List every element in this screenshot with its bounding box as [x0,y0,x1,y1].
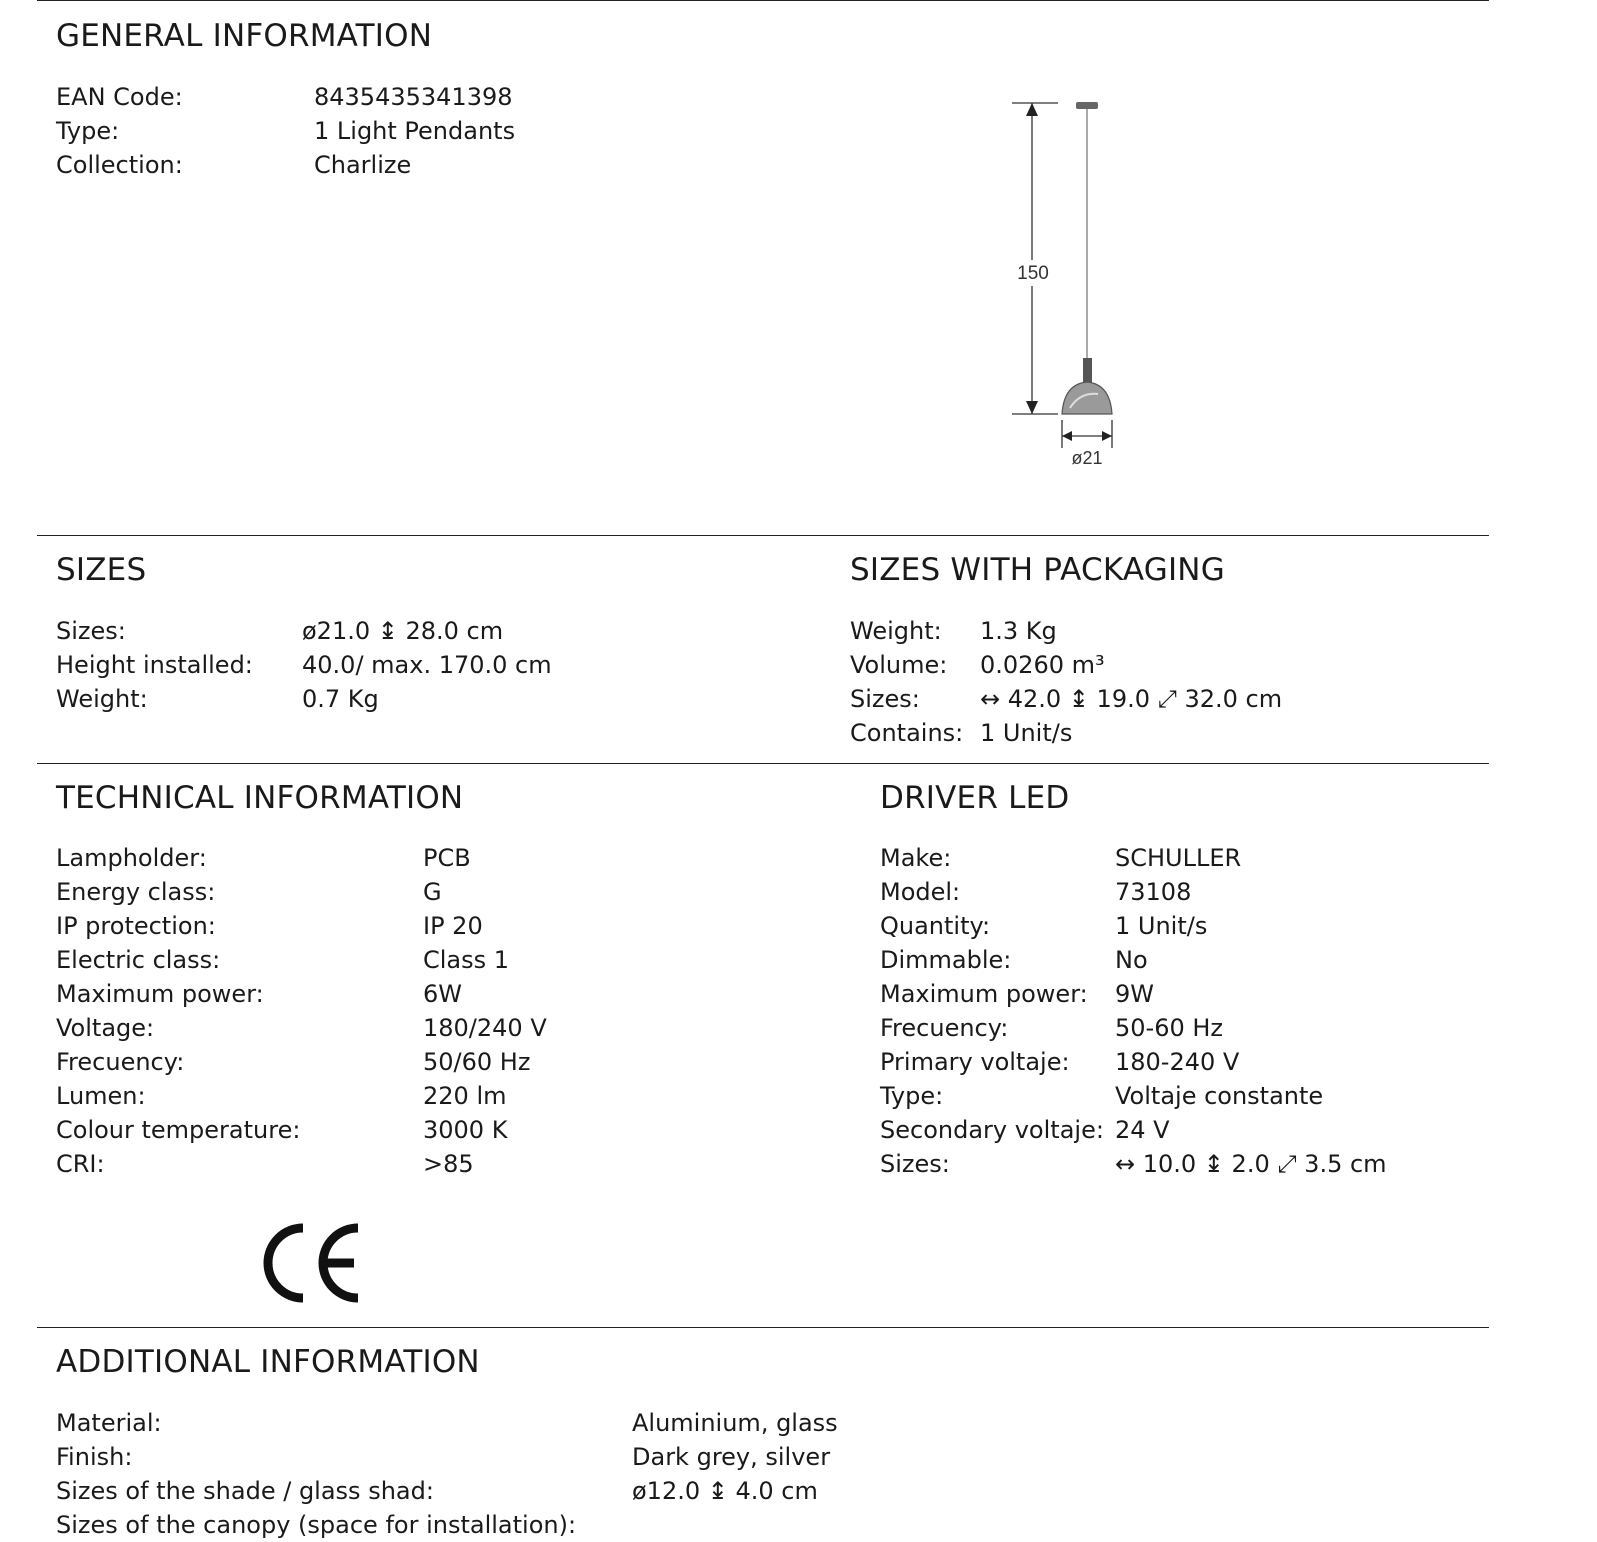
voltage-label: Voltage: [56,1014,155,1042]
collection-value: Charlize [314,151,412,179]
driver-frequency-label: Frecuency: [880,1014,1009,1042]
top-divider [37,0,1489,1]
voltage-value: 180/240 V [423,1014,547,1042]
energy-class-label: Energy class: [56,878,216,906]
driver-make-value: SCHULLER [1115,844,1242,872]
driver-sizes-label: Sizes: [880,1150,950,1178]
driver-type-value: Voltaje constante [1115,1082,1324,1110]
shade-sizes-label: Sizes of the shade / glass shad: [56,1477,434,1505]
height-dimension-label: 150 [1017,263,1049,284]
packaging-weight-label: Weight: [850,617,942,645]
ean-code-label: EAN Code: [56,83,183,111]
collection-label: Collection: [56,151,183,179]
material-value: Aluminium, glass [632,1409,838,1437]
diameter-dimension-label: ø21 [1071,448,1103,468]
frequency-value: 50/60 Hz [423,1048,531,1076]
sizes-title: SIZES [56,552,147,588]
shade-sizes-value: ø12.0 ↨ 4.0 cm [632,1477,818,1505]
driver-secondary-voltage-value: 24 V [1115,1116,1170,1144]
colour-temperature-value: 3000 K [423,1116,508,1144]
packaging-sizes-label: Sizes: [850,685,920,713]
height-installed-value: 40.0/ max. 170.0 cm [302,651,552,679]
packaging-contains-label: Contains: [850,719,964,747]
driver-model-label: Model: [880,878,961,906]
weight-value: 0.7 Kg [302,685,379,713]
driver-make-label: Make: [880,844,952,872]
driver-frequency-value: 50-60 Hz [1115,1014,1224,1042]
driver-primary-voltage-label: Primary voltaje: [880,1048,1070,1076]
colour-temperature-label: Colour temperature: [56,1116,301,1144]
packaging-volume-value: 0.0260 m³ [980,651,1105,679]
packaging-contains-value: 1 Unit/s [980,719,1073,747]
maximum-power-value: 6W [423,980,462,1008]
driver-type-label: Type: [880,1082,944,1110]
lumen-label: Lumen: [56,1082,146,1110]
packaging-weight-value: 1.3 Kg [980,617,1057,645]
driver-primary-voltage-value: 180-240 V [1115,1048,1240,1076]
driver-quantity-value: 1 Unit/s [1115,912,1208,940]
driver-secondary-voltage-label: Secondary voltaje: [880,1116,1104,1144]
divider-after-technical [37,1327,1489,1328]
sizes-label: Sizes: [56,617,126,645]
canopy-sizes-label: Sizes of the canopy (space for installation): [56,1511,577,1539]
packaging-title: SIZES WITH PACKAGING [850,552,1225,588]
divider-after-general [37,535,1489,536]
lampholder-label: Lampholder: [56,844,207,872]
lumen-value: 220 lm [423,1082,507,1110]
driver-maximum-power-value: 9W [1115,980,1154,1008]
weight-label: Weight: [56,685,148,713]
material-label: Material: [56,1409,162,1437]
finish-value: Dark grey, silver [632,1443,831,1471]
lampholder-value: PCB [423,844,471,872]
energy-class-value: G [423,878,442,906]
sizes-value: ø21.0 ↨ 28.0 cm [302,617,504,645]
driver-model-value: 73108 [1115,878,1192,906]
ce-mark-logo [262,1222,364,1304]
height-installed-label: Height installed: [56,651,253,679]
driver-quantity-label: Quantity: [880,912,991,940]
maximum-power-label: Maximum power: [56,980,264,1008]
type-value: 1 Light Pendants [314,117,516,145]
driver-maximum-power-label: Maximum power: [880,980,1088,1008]
electric-class-value: Class 1 [423,946,510,974]
pendant-dimension-drawing [1010,90,1160,480]
driver-led-title: DRIVER LED [880,780,1070,816]
packaging-volume-label: Volume: [850,651,948,679]
ip-protection-value: IP 20 [423,912,483,940]
general-information-title: GENERAL INFORMATION [56,18,433,54]
cri-value: >85 [423,1150,474,1178]
packaging-sizes-value: ↔ 42.0 ↨ 19.0 ⤢ 32.0 cm [980,685,1283,713]
technical-information-title: TECHNICAL INFORMATION [56,780,464,816]
type-label: Type: [56,117,120,145]
ean-code-value: 8435435341398 [314,83,513,111]
additional-information-title: ADDITIONAL INFORMATION [56,1344,480,1380]
electric-class-label: Electric class: [56,946,221,974]
driver-sizes-value: ↔ 10.0 ↨ 2.0 ⤢ 3.5 cm [1115,1150,1387,1178]
finish-label: Finish: [56,1443,133,1471]
divider-after-sizes [37,763,1489,764]
ip-protection-label: IP protection: [56,912,216,940]
driver-dimmable-label: Dimmable: [880,946,1012,974]
driver-dimmable-value: No [1115,946,1148,974]
frequency-label: Frecuency: [56,1048,185,1076]
cri-label: CRI: [56,1150,105,1178]
